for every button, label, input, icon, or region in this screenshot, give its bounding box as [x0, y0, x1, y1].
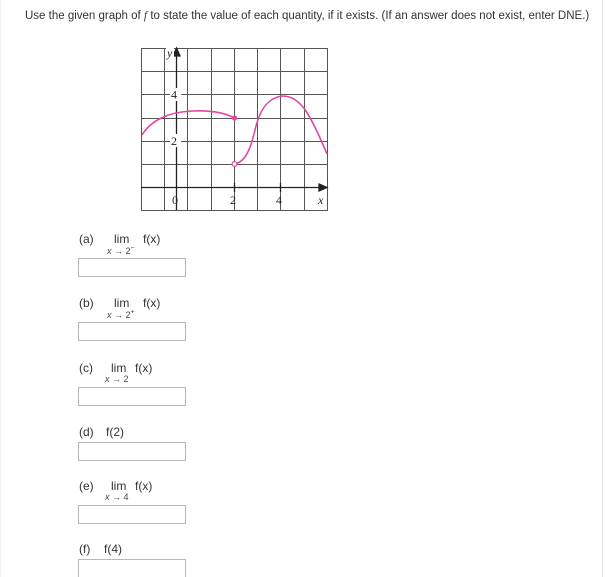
- closed-dot: [232, 115, 237, 120]
- y-axis-label: y: [167, 46, 173, 60]
- question-c-label: (c): [79, 361, 93, 375]
- instructions-after: to state the value of each quantity, if it exists. (If an answer does not exist, enter DNE.): [147, 10, 590, 22]
- instructions-function-name: f: [143, 10, 148, 22]
- y-tick-label-2: 2: [171, 134, 177, 148]
- instructions-before: Use the given graph of: [25, 10, 144, 22]
- x-axis-arrow: [319, 184, 327, 191]
- limit-function: f(x): [135, 479, 153, 493]
- open-dot: [232, 162, 237, 167]
- x-tick-label-4: 4: [276, 193, 282, 207]
- question-e-label: (e): [79, 479, 94, 493]
- lim-word: lim: [111, 361, 127, 375]
- answer-input-a[interactable]: [78, 258, 186, 277]
- lim-word: lim: [114, 296, 130, 310]
- curve-left-branch: [142, 111, 235, 135]
- answer-input-b[interactable]: [78, 322, 186, 341]
- limit-subscript: x → 2−: [107, 245, 135, 256]
- lim-word: lim: [111, 479, 127, 493]
- limit-subscript: x → 2+: [107, 309, 135, 320]
- answer-input-e[interactable]: [78, 505, 186, 524]
- question-d-label: (d): [79, 425, 94, 439]
- x-axis-label: x: [318, 193, 324, 207]
- x-tick-label-0: 0: [172, 193, 178, 207]
- lim-word: lim: [114, 232, 130, 246]
- instructions-text: [25, 10, 589, 22]
- y-axis-arrow: [173, 48, 180, 56]
- limit-function: f(x): [143, 232, 161, 246]
- value-expression-f: f(4): [104, 542, 122, 556]
- y-tick-label-4: 4: [171, 87, 177, 102]
- limit-function: f(x): [135, 361, 153, 375]
- limit-function: f(x): [143, 296, 161, 310]
- answer-input-f[interactable]: [78, 559, 186, 577]
- question-a-label: (a): [79, 232, 94, 246]
- limit-subscript: x → 2: [105, 374, 129, 384]
- question-f-label: (f): [79, 542, 91, 556]
- answer-input-c[interactable]: [78, 387, 186, 406]
- function-graph: [137, 44, 331, 214]
- limit-subscript: x → 4: [105, 492, 129, 502]
- x-tick-label-2: 2: [230, 193, 236, 207]
- answer-input-d[interactable]: [78, 442, 186, 461]
- question-b-label: (b): [79, 296, 94, 310]
- value-expression-d: f(2): [106, 425, 124, 439]
